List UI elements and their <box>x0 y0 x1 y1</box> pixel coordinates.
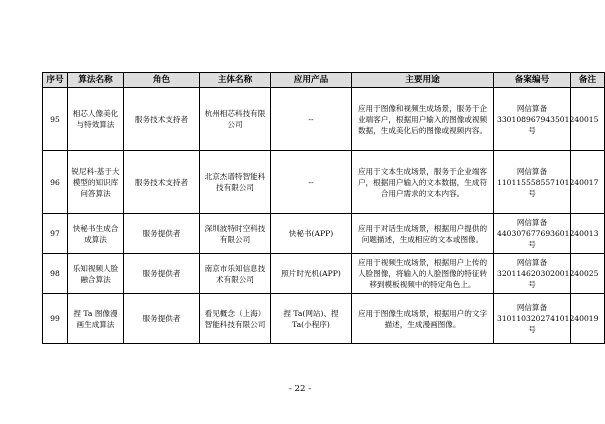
cell-usage: 应用于文本生成场景，服务于企业端客户，根据用户输入的文本数据，生成符合用户需求的文本内容。 <box>352 151 494 214</box>
cell-registration: 网信算备 110115558557101240017 号 <box>494 151 571 214</box>
cell-algorithm: 捏 Ta 图像漫画生成算法 <box>68 294 124 344</box>
cell-entity: 杭州相芯科技有限公司 <box>200 88 271 151</box>
header-role: 角色 <box>124 73 200 88</box>
cell-entity: 看见概念（上海）智能科技有限公司 <box>200 294 271 344</box>
cell-usage: 应用于视频生成场景，根据用户上传的人脸图像，将输入的人脸图像的特征转移到模板视频中的特定角色上。 <box>352 254 494 294</box>
cell-product: 捏 Ta(网站)、捏 Ta(小程序) <box>271 294 352 344</box>
header-entity: 主体名称 <box>200 73 271 88</box>
cell-entity: 北京杰谱特智能科技有限公司 <box>200 151 271 214</box>
header-remarks: 备注 <box>571 73 605 88</box>
header-no: 序号 <box>43 73 68 88</box>
cell-registration: 网信算备 330108967943501240015 号 <box>494 88 571 151</box>
cell-algorithm: 相芯人像美化与特效算法 <box>68 88 124 151</box>
cell-registration: 网信算备 310110320274101240019 号 <box>494 294 571 344</box>
table-body <box>43 88 605 344</box>
algorithm-registry-table <box>42 72 605 344</box>
cell-algorithm: 乐知视频人脸融合算法 <box>68 254 124 294</box>
table-row <box>43 254 605 294</box>
cell-no: 96 <box>43 151 68 214</box>
table-row <box>43 88 605 151</box>
header-registration: 备案编号 <box>494 73 571 88</box>
cell-role: 服务提供者 <box>124 294 200 344</box>
cell-registration: 网信算备 440307677693601240013 号 <box>494 214 571 254</box>
cell-product: -- <box>271 151 352 214</box>
table-row <box>43 214 605 254</box>
cell-product: 照片时光机(APP) <box>271 254 352 294</box>
cell-usage: 应用于图像生成场景，根据用户的文字描述，生成漫画图像。 <box>352 294 494 344</box>
header-usage: 主要用途 <box>352 73 494 88</box>
page-number: - 22 - <box>288 384 312 394</box>
cell-entity: 深圳波特时空科技有限公司 <box>200 214 271 254</box>
cell-no: 95 <box>43 88 68 151</box>
cell-algorithm: 快秘书生成合成算法 <box>68 214 124 254</box>
cell-role: 服务技术支持者 <box>124 151 200 214</box>
cell-entity: 南京市乐知信息技术有限公司 <box>200 254 271 294</box>
table-row <box>43 151 605 214</box>
cell-usage: 应用于图像和视频生成场景，服务于企业端客户，根据用户输入的图像或视频数据，生成美化后的图像或视频内容。 <box>352 88 494 151</box>
cell-usage: 应用于对话生成场景，根据用户提供的问题描述，生成相应的文本或图像。 <box>352 214 494 254</box>
header-algorithm: 算法名称 <box>68 73 124 88</box>
cell-product: -- <box>271 88 352 151</box>
cell-no: 98 <box>43 254 68 294</box>
header-product: 应用产品 <box>271 73 352 88</box>
cell-product: 快秘书(APP) <box>271 214 352 254</box>
header-row <box>43 73 605 88</box>
cell-role: 服务提供者 <box>124 254 200 294</box>
cell-registration: 网信算备 320114620302001240025 号 <box>494 254 571 294</box>
table-header <box>43 73 605 88</box>
cell-role: 服务技术支持者 <box>124 88 200 151</box>
cell-algorithm: 锐尼科-基于大模型的知识库问答算法 <box>68 151 124 214</box>
cell-role: 服务提供者 <box>124 214 200 254</box>
cell-no: 97 <box>43 214 68 254</box>
cell-no: 99 <box>43 294 68 344</box>
table-row <box>43 294 605 344</box>
